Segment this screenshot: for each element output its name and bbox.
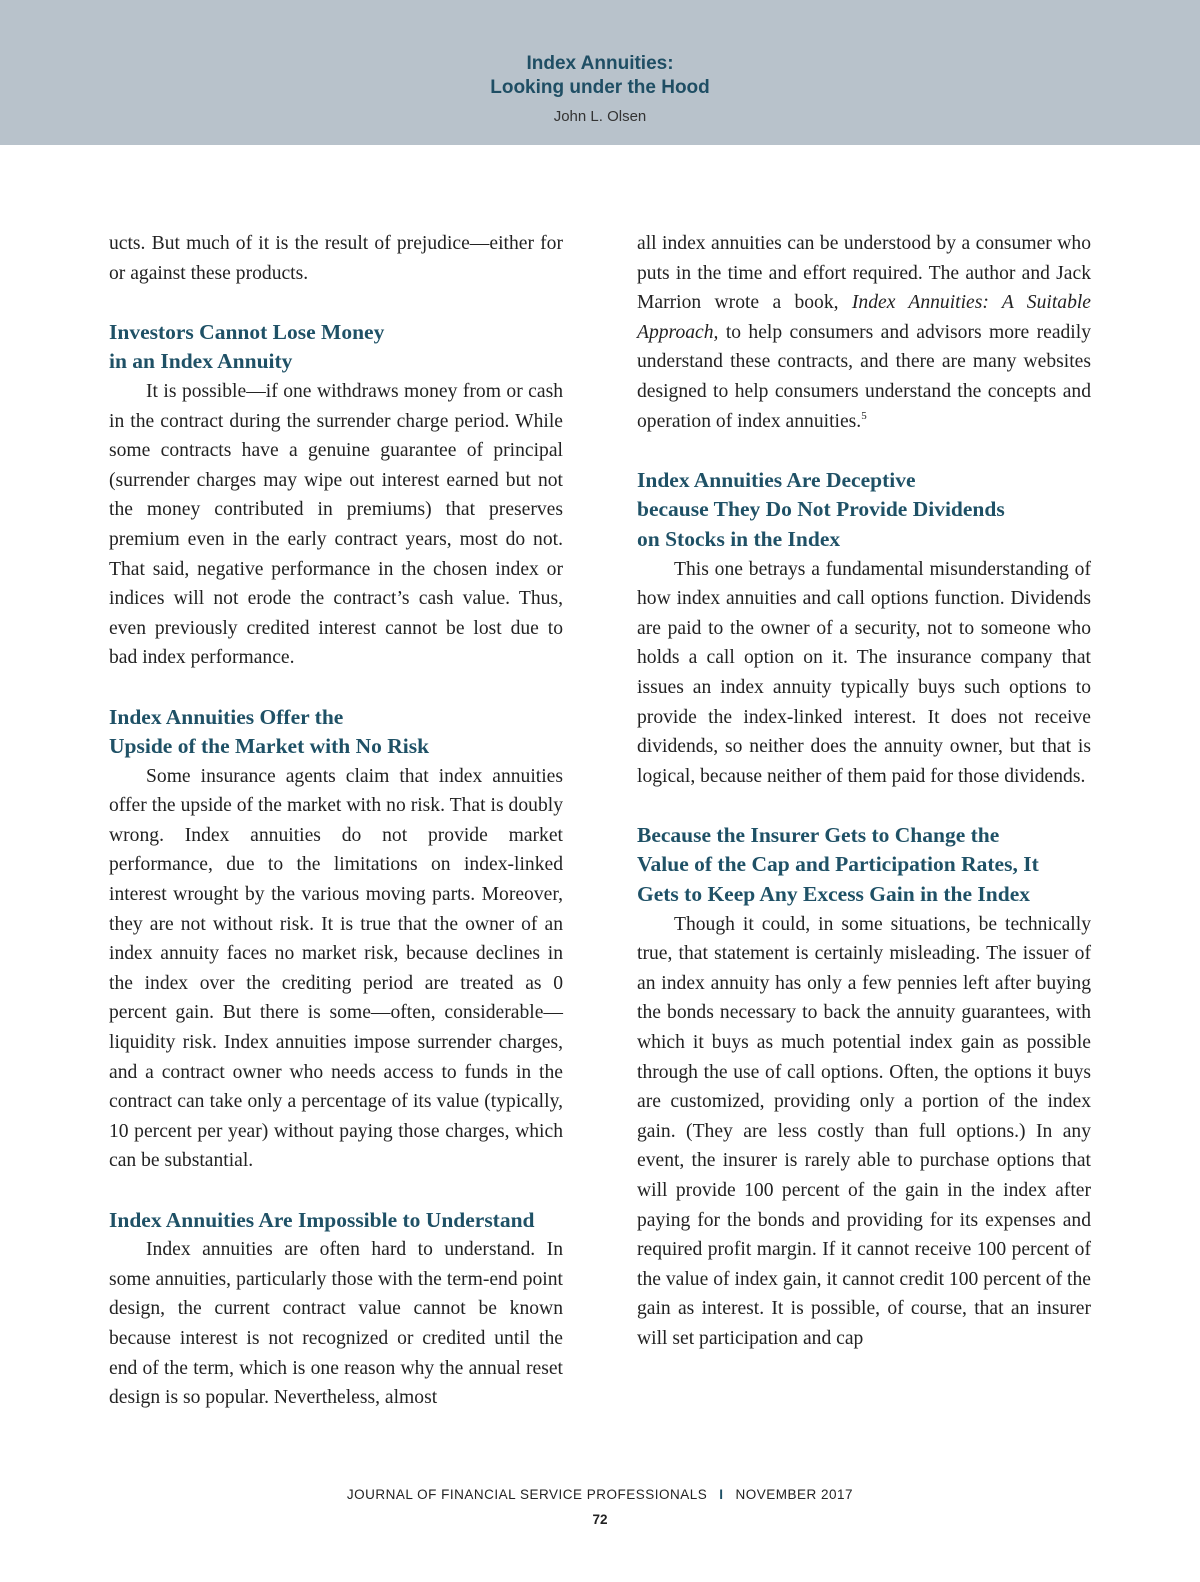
- footnote-marker: 5: [861, 409, 867, 422]
- continued-paragraph-right: all index annuities can be understood by a consumer who puts in the time and effort required. The author and Jack Marrion wrote a book, Index Annuities: A Suitable Approach, to help consumers and advisors more readily understand these contracts, and there are many websites designed to help consumers understand the concepts and operation of index annuities.$^5$: [637, 233, 1092, 432]
- article-title-line1: Index Annuities:: [526, 53, 674, 74]
- section-body-excess-gain: Though it could, in some situations, be technically true, that statement is certainly misleading. The issuer of an index annuity has only a few pennies left after buying the bonds necessary to back the annuity guarantees, with which it buys as much potential index gain as possible through the use of call options. Often, the options it buys are customized, providing only a portion of the index gain. (They are less costly than full options.) In any event, the insurer is rarely able to purchase options that will provide 100 percent of the gain in the index after paying for the bonds and providing for its expenses and required profit margin. If it cannot receive 100 percent of the value of index gain, it cannot credit 100 percent of the gain as interest. It is possible, of course, that an insurer will set participation and cap: [637, 913, 1091, 1349]
- section-heading-deceptive-dividends: Index Annuities Are Deceptive because They Do Not Provide Dividends on Stocks in the Index: [637, 467, 1005, 551]
- continued-paragraph: ucts. But much of it is the result of prejudice—either for or against these products.: [109, 233, 563, 284]
- article-title: [0, 52, 1200, 100]
- footer-separator: I: [719, 1487, 724, 1502]
- section-heading-impossible-to-understand: Index Annuities Are Impossible to Understand: [109, 1207, 535, 1232]
- section-body-impossible-to-understand: Index annuities are often hard to understand. In some annuities, particularly those with the term-end point design, the current contract value cannot be known because interest is not recognized or credited until the end of the term, which is one reason why the annual reset design is so popular. Nevertheless, almost: [109, 1239, 563, 1409]
- section-body-cannot-lose-money: It is possible—if one withdraws money from or cash in the contract during the surrender charge period. While some contracts have a genuine guarantee of principal (surrender charges may wipe out interest earned but not the money contributed in premiums) that preserves premium even in the early contract years, most do not. That said, negative performance in the chosen index or indices will not erode the contract’s cash value. Thus, even previously credited interest cannot be lost due to bad index performance.: [109, 380, 563, 669]
- right-column: [637, 229, 1091, 1354]
- article-header: [0, 0, 1200, 145]
- page-number: 72: [592, 1512, 608, 1527]
- article-title-line2: Looking under the Hood: [490, 77, 710, 98]
- section-heading-upside-no-risk: Index Annuities Offer the Upside of the Market with No Risk: [109, 704, 430, 759]
- section-heading-excess-gain: Because the Insurer Gets to Change the Value of the Cap and Participation Rates, It Gets to Keep Any Excess Gain in the Index: [637, 822, 1039, 907]
- left-column: [109, 229, 563, 1413]
- book-title: Index Annuities: A Suitable Approach,: [637, 292, 1092, 343]
- section-heading-cannot-lose-money: Investors Cannot Lose Money in an Index Annuity: [109, 319, 385, 374]
- issue-date: NOVEMBER 2017: [735, 1487, 854, 1502]
- page-footer: [0, 1487, 1200, 1502]
- section-body-upside-no-risk: Some insurance agents claim that index annuities offer the upside of the market with no risk. That is doubly wrong. Index annuities do not provide market performance, due to the limitations on index-linked interest wrought by the various moving parts. Moreover, they are not without risk. It is true that the owner of an index annuity faces no market risk, because declines in the index over the crediting period are treated as 0 percent gain. But there is some—often, considerable—liquidity risk. Index annuities impose surrender charges, and a contract owner who needs access to funds in the contract can take only a percentage of its value (typically, 10 percent per year) without paying those charges, which can be substantial.: [109, 765, 563, 1172]
- article-author: John L. Olsen: [553, 108, 647, 125]
- journal-name: JOURNAL OF FINANCIAL SERVICE PROFESSIONALS: [346, 1487, 708, 1502]
- section-body-deceptive-dividends: This one betrays a fundamental misunderstanding of how index annuities and call options function. Dividends are paid to the owner of a security, not to someone who holds a call option on it. The insurance company that issues an index annuity typically buys such options to provide the index-linked interest. It does not receive dividends, so neither does the annuity owner, but that is logical, because neither of them paid for those dividends.: [637, 558, 1091, 787]
